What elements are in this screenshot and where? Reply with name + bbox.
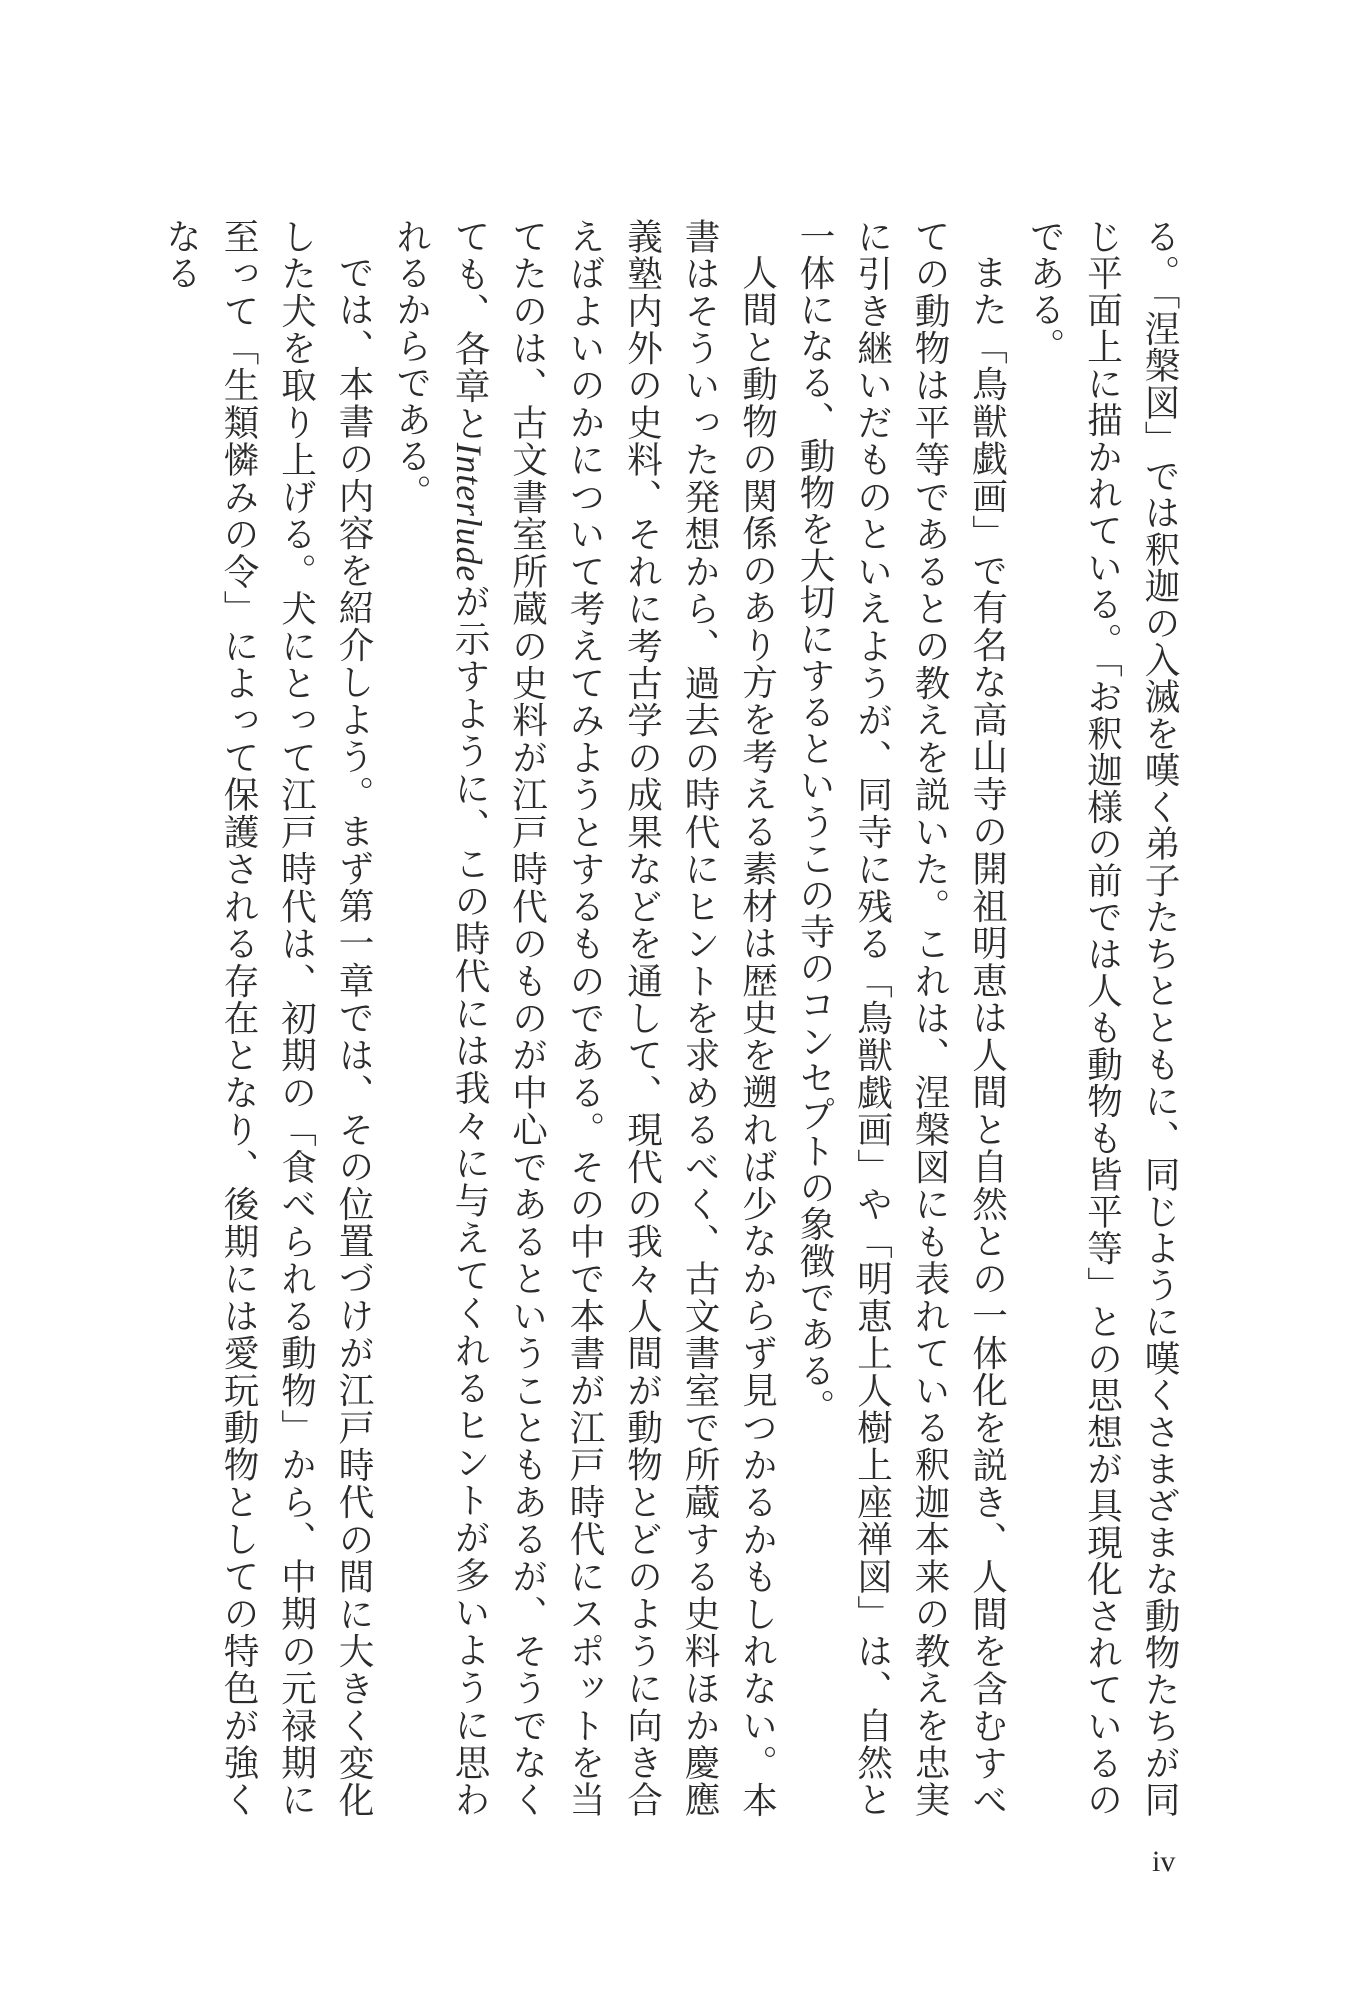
paragraph-3-text-a: 人間と動物の関係のあり方を考える素材は歴史を遡れば少なからず見つかるかもしれない。本書はそういった発想から、過去の時代にヒントを求めるべく、古文書室で所蔵する史料ほか慶應義塾内外の史料、それに考古学の成果などを通して、現代の我々人間が動物とどのように向き合えばよいのかについて考えてみようとするものである。その中で本書が江戸時代にスポットを当てたのは、古文書室所蔵の史料が江戸時代のものが中心であるということもあるが、そうでなくても、各章と bbox=[449, 218, 778, 1818]
paragraph-1 bbox=[1016, 218, 1189, 1818]
page-number: iv bbox=[1152, 1845, 1176, 1878]
paragraph-2-text: また「鳥獣戯画」で有名な高山寺の開祖明恵は人間と自然との一体化を説き、人間を含むすべての動物は平等であるとの教えを説いた。これは、涅槃図にも表れている釈迦本来の教えを忠実に引き継いだものといえようが、同寺に残る「鳥獣戯画」や「明恵上人樹上座禅図」は、自然と一体になる、動物を大切にするというこの寺のコンセプトの象徴である。 bbox=[794, 218, 1008, 1818]
paragraph-4 bbox=[152, 218, 382, 1818]
paragraph-3-text-b: が示すように、この時代には我々に与えてくれるヒントが多いように思われるからである。 bbox=[390, 218, 490, 1818]
paragraph-1-text: る。「涅槃図」では釈迦の入滅を嘆く弟子たちとともに、同じように嘆くさまざまな動物たちが同じ平面上に描かれている。「お釈迦様の前では人も動物も皆平等」との思想が具現化されているのである。 bbox=[1024, 218, 1180, 1818]
paragraph-3 bbox=[382, 218, 786, 1818]
paragraph-2 bbox=[786, 218, 1016, 1818]
paragraph-4-text: では、本書の内容を紹介しよう。まず第一章では、その位置づけが江戸時代の間に大きく変化した犬を取り上げる。犬にとって江戸時代は、初期の「食べられる動物」から、中期の元禄期に至って「生類憐みの令」によって保護される存在となり、後期には愛玩動物としての特色が強くなる bbox=[160, 218, 374, 1818]
vertical-text-body bbox=[152, 218, 1188, 1818]
paragraph-3-interlude: Interlude bbox=[449, 442, 489, 583]
